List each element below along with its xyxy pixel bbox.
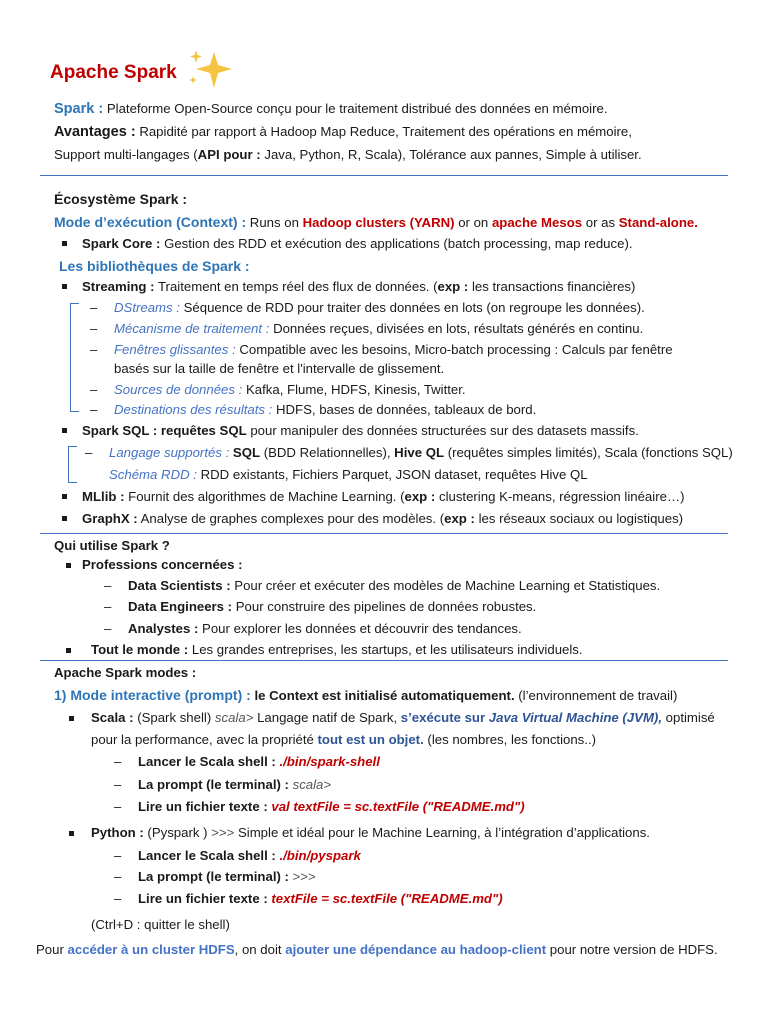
libs-heading: Les bibliothèques de Spark : [59, 258, 250, 274]
sql-brace [68, 446, 77, 483]
list-item: Data Engineers : Pour construire des pipelines de données robustes. [128, 599, 537, 614]
mllib-line: MLlib : Fournit des algorithmes de Machine Learning. (exp : clustering K-means, régression linéaire…) [82, 489, 685, 504]
mode-interactive-line: 1) Mode interactive (prompt) : le Context est initialisé automatiquement. (l’environnement de travail) [54, 687, 678, 703]
bullet [62, 241, 67, 246]
intro-spark-line: Spark : Plateforme Open-Source conçu pour le traitement distribué des données en mémoire. [54, 101, 608, 117]
page-title: Apache Spark [50, 62, 177, 83]
list-item: Lancer le Scala shell : ./bin/pyspark [138, 848, 361, 863]
modes-heading: Apache Spark modes : [54, 665, 197, 680]
tout-le-monde-line: Tout le monde : Les grandes entreprises, les startups, et les utilisateurs individuels. [91, 642, 583, 657]
intro-avantages-line: Avantages : Rapidité par rapport à Hadoop Map Reduce, Traitement des opérations en mémoire, [54, 124, 632, 140]
streaming-brace [70, 303, 79, 412]
bullet [66, 563, 71, 568]
bullet [62, 494, 67, 499]
streaming-line: Streaming : Traitement en temps réel des flux de données. (exp : les transactions financières) [82, 279, 636, 294]
list-item: Lire un fichier texte : val textFile = sc.textFile ("README.md") [138, 799, 525, 814]
list-item: DStreams : Séquence de RDD pour traiter des données en lots (on regroupe les données). [114, 300, 645, 315]
list-item: Analystes : Pour explorer les données et découvrir des tendances. [128, 621, 522, 636]
ctrl-d-note: (Ctrl+D : quitter le shell) [91, 917, 230, 932]
mode-execution-line: Mode d’exécution (Context) : Runs on Hadoop clusters (YARN) or on apache Mesos or as Stand-alone. [54, 214, 698, 230]
bullet [69, 831, 74, 836]
section-divider [40, 533, 728, 534]
section-divider [40, 175, 728, 176]
list-item: Lire un fichier texte : textFile = sc.textFile ("README.md") [138, 891, 503, 906]
list-item: Sources de données : Kafka, Flume, HDFS, Kinesis, Twitter. [114, 382, 466, 397]
list-item: Destinations des résultats : HDFS, bases de données, tableaux de bord. [114, 402, 537, 417]
bullet [62, 284, 67, 289]
intro-support-line: Support multi-langages (API pour : Java, Python, R, Scala), Tolérance aux pannes, Simple à utiliser. [54, 147, 642, 162]
section-divider [40, 660, 728, 661]
footer-note: Pour accéder à un cluster HDFS, on doit ajouter une dépendance au hadoop-client pour notre version de HDFS. [36, 942, 718, 957]
graphx-line: GraphX : Analyse de graphes complexes pour des modèles. (exp : les réseaux sociaux ou logistiques) [82, 511, 684, 526]
list-item: Schéma RDD : RDD existants, Fichiers Parquet, JSON dataset, requêtes Hive QL [109, 467, 588, 482]
ecosysteme-heading: Écosystème Spark : [54, 191, 188, 207]
list-item: La prompt (le terminal) : >>> [138, 869, 316, 884]
spark-sql-line: Spark SQL : requêtes SQL pour manipuler des données structurées sur des datasets massifs. [82, 423, 639, 438]
list-item: Fenêtres glissantes : Compatible avec les besoins, Micro-batch processing : Calculs par fenêtre [114, 342, 673, 357]
bullet [62, 516, 67, 521]
list-item: Lancer le Scala shell : ./bin/spark-shell [138, 754, 380, 769]
list-item: Mécanisme de traitement : Données reçues, divisées en lots, résultats générés en continu. [114, 321, 644, 336]
list-item-continuation: basés sur la taille de fenêtre et l'intervalle de glissement. [114, 361, 445, 376]
python-line: Python : (Pyspark ) >>> Simple et idéal pour le Machine Learning, à l’intégration d’applications. [91, 825, 650, 840]
list-item: Langage supportés : SQL (BDD Relationnelles), Hive QL (requêtes simples limités), Scala (fonctions SQL) [109, 445, 733, 460]
list-item: Data Scientists : Pour créer et exécuter des modèles de Machine Learning et Statistiques. [128, 578, 661, 593]
professions-label: Professions concernées : [82, 557, 243, 572]
list-item: La prompt (le terminal) : scala> [138, 777, 332, 792]
sparkles-icon [184, 46, 240, 92]
spark-core-line: Spark Core : Gestion des RDD et exécution des applications (batch processing, map reduce). [82, 236, 633, 251]
scala-line: Scala : (Spark shell) scala> Langage natif de Spark, s’exécute sur Java Virtual Machine (JVM), optimisé [91, 710, 715, 725]
bullet [62, 428, 67, 433]
scala-line-2: pour la performance, avec la propriété tout est un objet. (les nombres, les fonctions..) [91, 732, 596, 747]
bullet [69, 716, 74, 721]
qui-heading: Qui utilise Spark ? [54, 538, 170, 553]
bullet [66, 648, 71, 653]
